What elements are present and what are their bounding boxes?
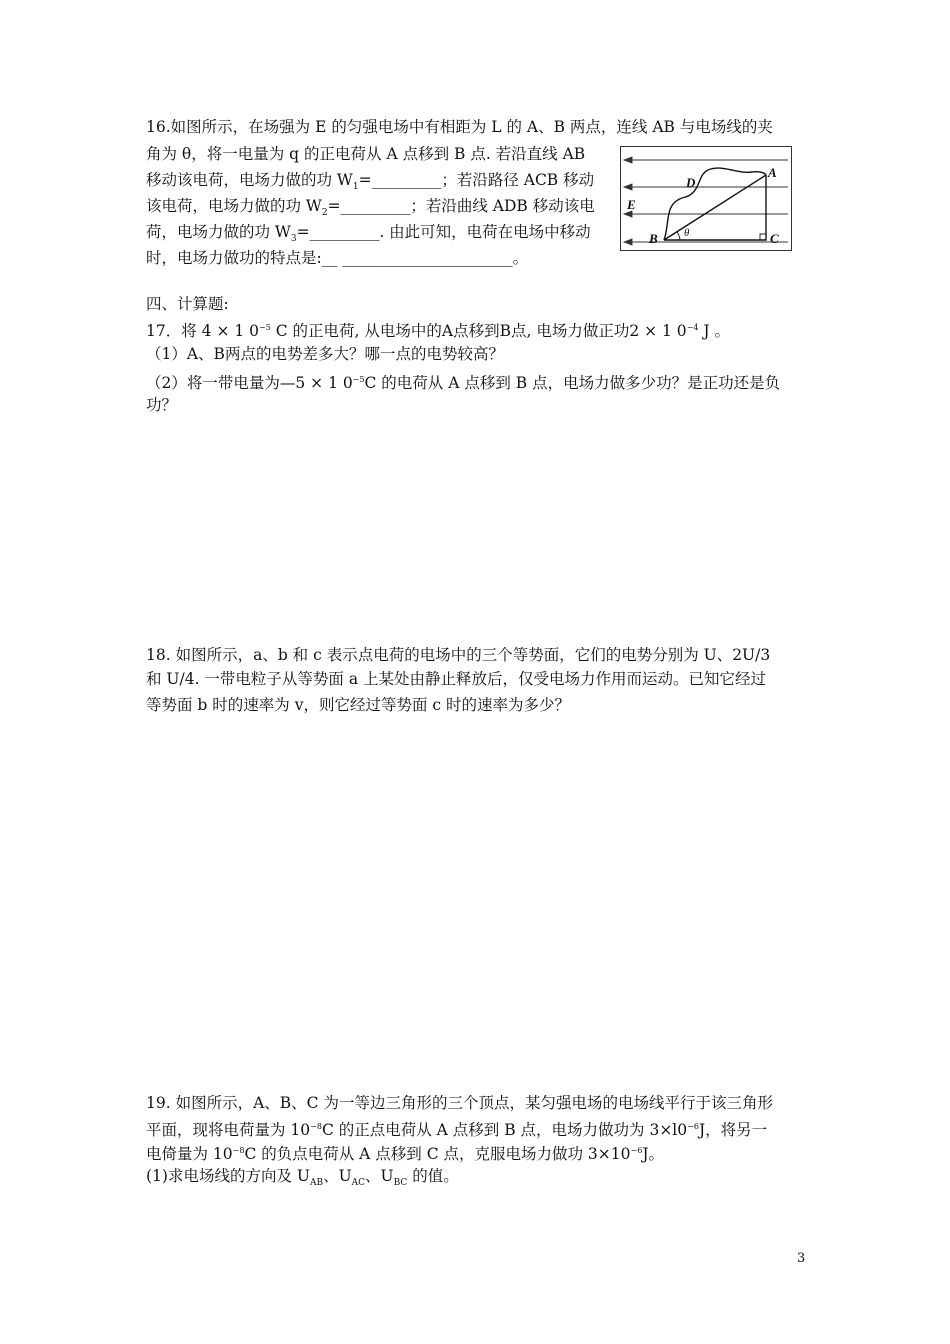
q19-uab-subscript: AB <box>309 1178 324 1189</box>
q16-line-4-a: 该电荷，电场力做的功 W <box>146 197 322 215</box>
q16-line-5-b: =_________. 由此可知，电荷在电场中移动 <box>296 223 591 241</box>
line-ab <box>664 175 766 240</box>
q16-line-1: 16.如图所示，在场强为 E 的匀强电场中有相距为 L 的 A、B 两点，连线 AB 与电场线的夹 <box>146 118 773 136</box>
q19-line-4-d: 的值。 <box>407 1167 459 1185</box>
q18-line-1: 18. 如图所示，a、b 和 c 表示点电荷的电场中的三个等势面，它们的电势分别为 U、2U/3 <box>146 646 771 664</box>
q16-w2-subscript: 2 <box>321 208 328 219</box>
q16-figure <box>620 146 792 251</box>
q19-line-4-c: 、U <box>365 1167 394 1185</box>
q17-line-4: 功？ <box>146 396 178 414</box>
q16-line-6: 时，电场力做功的特点是:__ ______________________。 <box>146 249 529 267</box>
q19-line-1: 19. 如图所示，A、B、C 为一等边三角形的三个顶点，某匀强电场的电场线平行于该三角形 <box>146 1094 773 1112</box>
q19-ubc-subscript: BC <box>393 1178 408 1189</box>
q19-exponent-3: −8 <box>232 1146 245 1155</box>
q16-line-4 <box>146 196 595 223</box>
q19-line-3 <box>146 1141 664 1164</box>
q19-line-3-c: J。 <box>642 1145 665 1164</box>
q19-line-2-c: J，将另一 <box>698 1121 768 1140</box>
q19-line-3-b: C 的负点电荷从 A 点移到 C 点，克服电场力做功 3×10 <box>244 1145 631 1164</box>
q16-line-3 <box>146 170 594 197</box>
right-angle-mark <box>760 234 766 240</box>
section-4-heading: 四、计算题: <box>146 295 229 313</box>
label-d: D <box>686 175 696 190</box>
field-line-4-arrow <box>624 239 632 245</box>
q19-uac-subscript: AC <box>351 1178 366 1189</box>
q17-line-1-a: 17．将 4 × 1 0 <box>146 322 260 341</box>
q19-line-3-a: 电倚量为 10 <box>146 1145 233 1164</box>
q17-exponent-1: −5 <box>259 323 271 332</box>
q16-w3-subscript: 3 <box>290 234 297 245</box>
q19-line-2-b: C 的正点电荷从 A 点移到 B 点，电场力做功为 3×l0 <box>321 1121 688 1140</box>
q17-line-2: （1）A、B两点的电势差多大？哪一点的电势较高？ <box>146 345 504 363</box>
field-line-2-arrow <box>624 184 632 190</box>
page-number: 3 <box>797 1251 806 1266</box>
curve-adb <box>664 168 766 240</box>
q19-exponent-1: −8 <box>310 1122 322 1131</box>
q17-line-1-b: C 的正电荷, 从电场中的A点移到B点, 电场力做正功2 × 1 0 <box>270 322 687 341</box>
q17-line-3-a: （2）将一带电量为—5 × 1 0 <box>146 374 353 393</box>
label-c: C <box>770 231 779 246</box>
q19-line-2-a: 平面，现将电荷量为 10 <box>146 1121 311 1140</box>
q17-exponent-2: −4 <box>686 323 699 332</box>
q19-line-2 <box>146 1117 767 1140</box>
q17-exponent-3: −5 <box>352 375 365 384</box>
label-b: B <box>649 231 658 246</box>
q16-w1-subscript: 1 <box>352 182 359 193</box>
field-line-1-arrow <box>624 157 632 163</box>
label-e: E <box>627 197 636 212</box>
q19-exponent-4: −6 <box>630 1146 643 1155</box>
q16-line-5 <box>146 222 591 249</box>
q16-line-4-b: =_________；若沿曲线 ADB 移动该电 <box>327 197 595 215</box>
q17-line-1-c: J 。 <box>698 322 731 341</box>
q17-line-3 <box>146 370 780 393</box>
q16-line-2: 角为 θ，将一电量为 q 的正电荷从 A 点移到 B 点. 若沿直线 AB <box>146 145 586 163</box>
q16-line-3-a: 移动该电荷，电场力做的功 W <box>146 171 353 189</box>
q16-line-3-b: =_________；若沿路径 ACB 移动 <box>358 171 595 189</box>
label-a: A <box>768 165 777 180</box>
q19-line-4 <box>146 1166 459 1193</box>
q18-line-2: 和 U/4. 一带电粒子从等势面 a 上某处由静止释放后，仅受电场力作用而运动。已知它经过 <box>146 670 767 688</box>
q17-line-1 <box>146 318 730 341</box>
q19-exponent-2: −6 <box>687 1122 699 1131</box>
angle-arc <box>677 232 680 240</box>
q16-line-5-a: 荷，电场力做的功 W <box>146 223 291 241</box>
q17-line-3-b: C 的电荷从 A 点移到 B 点，电场力做多少功？是正功还是负 <box>364 374 781 393</box>
q19-line-4-b: 、U <box>323 1167 352 1185</box>
q19-line-4-a: (1)求电场线的方向及 U <box>146 1167 310 1185</box>
q18-line-3: 等势面 b 时的速率为 v，则它经过等势面 c 时的速率为多少？ <box>146 696 570 714</box>
label-theta: θ <box>684 227 690 239</box>
